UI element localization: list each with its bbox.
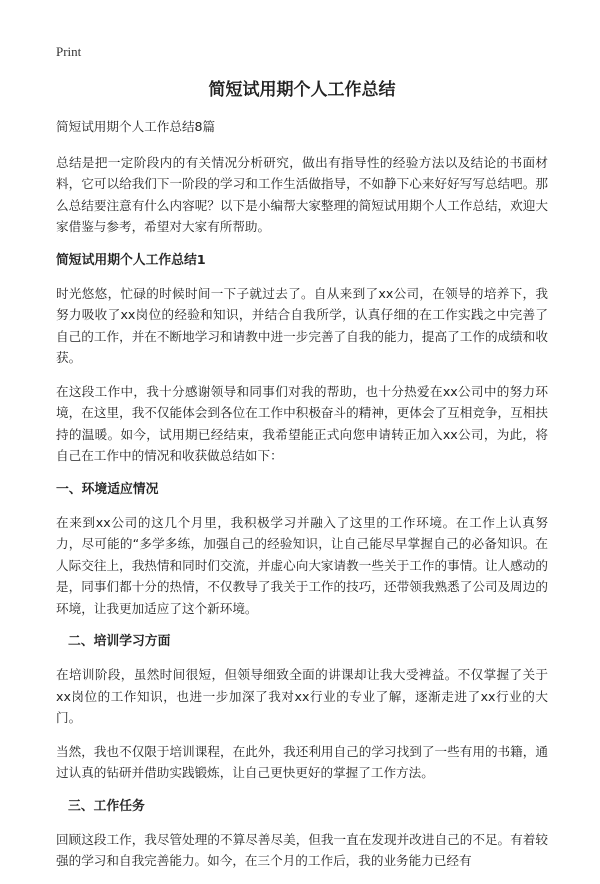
paragraph-2: 在这段工作中，我十分感谢领导和同事们对我的帮助，也十分热爱在xx公司中的努力环境，在这里，我不仅能体会到各位在工作中积极奋斗的精神，更体会了互相竞争，互相扶持的温暖。如今，试用期已经结束，我希望能正式向您申请转正加入xx公司，为此，将自己在工作中的情况和收获做总结如下： — [56, 383, 548, 463]
print-link[interactable]: Print — [56, 44, 82, 59]
heading-training: 二、培训学习方面 — [68, 634, 171, 649]
paragraph-6: 回顾这段工作，我尽管处理的不算尽善尽美，但我一直在发现并改进自己的不足。有着较强的学习和自我完善能力。如今，在三个月的工作后，我的业务能力已经有 — [56, 831, 548, 868]
document-body — [56, 78, 548, 884]
paragraph-3: 在来到xx公司的这几个月里，我积极学习并融入了这里的工作环境。在工作上认真努力，尽可能的“多学多练，加强自己的经验知识，让自己能尽早掌握自己的必备知识。在人际交往上，我热情和同时们交流，并虚心向大家请教一些关于工作的事情。让人感动的是，同事们都十分的热情，不仅教导了我关于工作的技巧，还带领我熟悉了公司及周边的环境，让我更加适应了这个新环境。 — [56, 514, 548, 616]
paragraph-5: 当然，我也不仅限于培训课程，在此外，我还利用自己的学习找到了一些有用的书籍，通过认真的钻研并借助实践锻炼，让自己更快更好的掌握了工作方法。 — [56, 743, 548, 780]
section-heading-main: 简短试用期个人工作总结1 — [56, 252, 206, 268]
heading-environment: 一、环境适应情况 — [56, 481, 159, 497]
paragraph-4: 在培训阶段，虽然时间很短，但领导细致全面的讲课却让我大受裨益。不仅掌握了关于xx岗位的工作知识，也进一步加深了我对xx行业的专业了解，逐渐走进了xx行业的大门。 — [56, 667, 548, 725]
intro-paragraph: 总结是把一定阶段内的有关情况分析研究，做出有指导性的经验方法以及结论的书面材料，它可以给我们下一阶段的学习和工作生活做指导，不如静下心来好好写写总结吧。那么总结要注意有什么内容呢？以下是小编帮大家整理的简短试用期个人工作总结，欢迎大家借鉴与参考，希望对大家有所帮助。 — [56, 154, 548, 234]
heading-tasks: 三、工作任务 — [68, 798, 145, 814]
document-subtitle: 简短试用期个人工作总结8篇 — [56, 119, 216, 134]
paragraph-1: 时光悠悠，忙碌的时候时间一下子就过去了。自从来到了xx公司，在领导的培养下，我努力吸收了xx岗位的经验和知识，并结合自我所学，认真仔细的在工作实践之中完善了自己的工作，并在不断地学习和请教中进一步完善了自我的能力，提高了工作的成绩和收获。 — [56, 285, 548, 365]
page-title: 简短试用期个人工作总结 — [208, 80, 396, 100]
